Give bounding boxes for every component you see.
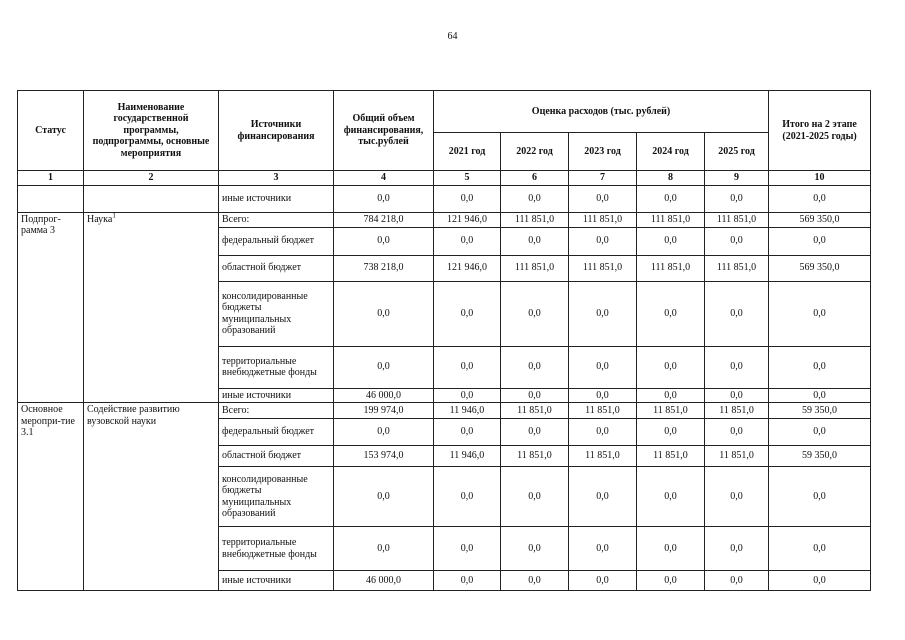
header-name: Наименование государственной программы, подпрограммы, основные мероприятия [84, 91, 219, 171]
column-index: 1 [18, 171, 84, 186]
value-cell: 0,0 [637, 467, 705, 527]
value-cell: 0,0 [501, 388, 569, 403]
column-index: 8 [637, 171, 705, 186]
value-cell: 0,0 [769, 527, 871, 571]
value-cell: 0,0 [334, 346, 434, 388]
header-year: 2022 год [501, 133, 569, 171]
value-cell: 0,0 [705, 281, 769, 346]
value-cell: 0,0 [705, 388, 769, 403]
value-cell: 11 851,0 [501, 403, 569, 419]
status-cell: Основное меропри-тие 3.1 [18, 403, 84, 591]
value-cell: 0,0 [501, 281, 569, 346]
header-year: 2025 год [705, 133, 769, 171]
value-cell: 569 350,0 [769, 255, 871, 281]
header-year: 2021 год [434, 133, 501, 171]
name-cell [84, 403, 219, 591]
value-cell: 0,0 [434, 388, 501, 403]
value-cell: 11 851,0 [637, 403, 705, 419]
value-cell: 0,0 [569, 281, 637, 346]
value-cell: 0,0 [637, 227, 705, 255]
value-cell: 11 851,0 [637, 446, 705, 467]
table-row [18, 185, 871, 212]
value-cell: 0,0 [769, 388, 871, 403]
value-cell: 111 851,0 [637, 255, 705, 281]
value-cell: 0,0 [637, 388, 705, 403]
value-cell: 59 350,0 [769, 403, 871, 419]
value-cell: 0,0 [705, 527, 769, 571]
value-cell: 0,0 [705, 467, 769, 527]
value-cell: 0,0 [501, 527, 569, 571]
value-cell: 0,0 [637, 281, 705, 346]
value-cell: 0,0 [334, 419, 434, 446]
column-index: 5 [434, 171, 501, 186]
value-cell: 0,0 [705, 185, 769, 212]
source-cell: Всего: [219, 212, 334, 227]
header-sources: Источники финансирования [219, 91, 334, 171]
name-cell [84, 212, 219, 403]
column-index: 6 [501, 171, 569, 186]
value-cell: 0,0 [769, 281, 871, 346]
value-cell: 111 851,0 [501, 212, 569, 227]
value-cell: 111 851,0 [501, 255, 569, 281]
value-cell: 11 851,0 [705, 403, 769, 419]
value-cell: 0,0 [434, 571, 501, 591]
value-cell: 153 974,0 [334, 446, 434, 467]
header-stage-total: Итого на 2 этапе (2021-2025 годы) [769, 91, 871, 171]
source-cell: иные источники [219, 388, 334, 403]
value-cell: 0,0 [501, 185, 569, 212]
value-cell: 0,0 [334, 527, 434, 571]
source-cell: территориальные внебюджетные фонды [219, 527, 334, 571]
column-index: 9 [705, 171, 769, 186]
value-cell: 0,0 [334, 185, 434, 212]
value-cell: 0,0 [569, 467, 637, 527]
value-cell: 0,0 [769, 185, 871, 212]
value-cell: 0,0 [569, 388, 637, 403]
value-cell: 784 218,0 [334, 212, 434, 227]
value-cell: 0,0 [637, 185, 705, 212]
header-total: Общий объем финансирования, тыс.рублей [334, 91, 434, 171]
value-cell: 0,0 [434, 419, 501, 446]
source-cell: иные источники [219, 185, 334, 212]
source-cell: федеральный бюджет [219, 227, 334, 255]
budget-table [17, 90, 871, 591]
source-cell: территориальные внебюджетные фонды [219, 346, 334, 388]
value-cell: 11 946,0 [434, 403, 501, 419]
value-cell: 0,0 [434, 185, 501, 212]
value-cell: 0,0 [501, 467, 569, 527]
program-name: Наука [87, 213, 113, 225]
value-cell: 111 851,0 [637, 212, 705, 227]
value-cell: 0,0 [334, 467, 434, 527]
value-cell: 0,0 [434, 467, 501, 527]
value-cell: 0,0 [569, 227, 637, 255]
value-cell: 111 851,0 [705, 212, 769, 227]
value-cell: 11 851,0 [501, 446, 569, 467]
value-cell: 0,0 [334, 227, 434, 255]
value-cell: 0,0 [434, 527, 501, 571]
name-cell [84, 185, 219, 212]
value-cell: 0,0 [769, 571, 871, 591]
value-cell: 121 946,0 [434, 255, 501, 281]
value-cell: 46 000,0 [334, 571, 434, 591]
value-cell: 0,0 [769, 346, 871, 388]
value-cell: 111 851,0 [569, 212, 637, 227]
header-year: 2024 год [637, 133, 705, 171]
value-cell: 11 851,0 [705, 446, 769, 467]
value-cell: 738 218,0 [334, 255, 434, 281]
value-cell: 0,0 [501, 419, 569, 446]
value-cell: 0,0 [769, 227, 871, 255]
value-cell: 0,0 [705, 227, 769, 255]
value-cell: 59 350,0 [769, 446, 871, 467]
table-row [18, 212, 871, 227]
value-cell: 0,0 [334, 281, 434, 346]
value-cell: 0,0 [705, 419, 769, 446]
value-cell: 0,0 [637, 527, 705, 571]
value-cell: 569 350,0 [769, 212, 871, 227]
value-cell: 0,0 [501, 346, 569, 388]
column-index: 4 [334, 171, 434, 186]
page-number: 64 [447, 31, 458, 42]
source-cell: федеральный бюджет [219, 419, 334, 446]
value-cell: 0,0 [569, 185, 637, 212]
column-index: 2 [84, 171, 219, 186]
table-row [18, 403, 871, 419]
value-cell: 11 946,0 [434, 446, 501, 467]
value-cell: 0,0 [501, 571, 569, 591]
value-cell: 0,0 [769, 467, 871, 527]
value-cell: 111 851,0 [569, 255, 637, 281]
footnote-mark: 1 [112, 212, 116, 220]
column-index: 3 [219, 171, 334, 186]
value-cell: 0,0 [637, 571, 705, 591]
column-index-row [18, 171, 871, 186]
column-index: 10 [769, 171, 871, 186]
value-cell: 46 000,0 [334, 388, 434, 403]
value-cell: 0,0 [705, 346, 769, 388]
program-name: Содействие развитию вузовской науки [87, 404, 180, 427]
value-cell: 11 851,0 [569, 446, 637, 467]
source-cell: областной бюджет [219, 255, 334, 281]
source-cell: консолидированные бюджеты муниципальных образований [219, 281, 334, 346]
source-cell: иные источники [219, 571, 334, 591]
value-cell: 0,0 [569, 571, 637, 591]
value-cell: 0,0 [637, 419, 705, 446]
header-status: Статус [18, 91, 84, 171]
value-cell: 0,0 [569, 346, 637, 388]
value-cell: 0,0 [434, 281, 501, 346]
value-cell: 0,0 [705, 571, 769, 591]
column-index: 7 [569, 171, 637, 186]
value-cell: 199 974,0 [334, 403, 434, 419]
value-cell: 0,0 [637, 346, 705, 388]
value-cell: 0,0 [434, 346, 501, 388]
source-cell: консолидированные бюджеты муниципальных образований [219, 467, 334, 527]
value-cell: 0,0 [569, 527, 637, 571]
value-cell: 121 946,0 [434, 212, 501, 227]
value-cell: 111 851,0 [705, 255, 769, 281]
source-cell: областной бюджет [219, 446, 334, 467]
status-cell: Подпрог-рамма 3 [18, 212, 84, 403]
value-cell: 0,0 [769, 419, 871, 446]
header-year: 2023 год [569, 133, 637, 171]
value-cell: 0,0 [569, 419, 637, 446]
header-estimate: Оценка расходов (тыс. рублей) [434, 91, 769, 133]
value-cell: 11 851,0 [569, 403, 637, 419]
source-cell: Всего: [219, 403, 334, 419]
status-cell [18, 185, 84, 212]
value-cell: 0,0 [501, 227, 569, 255]
value-cell: 0,0 [434, 227, 501, 255]
